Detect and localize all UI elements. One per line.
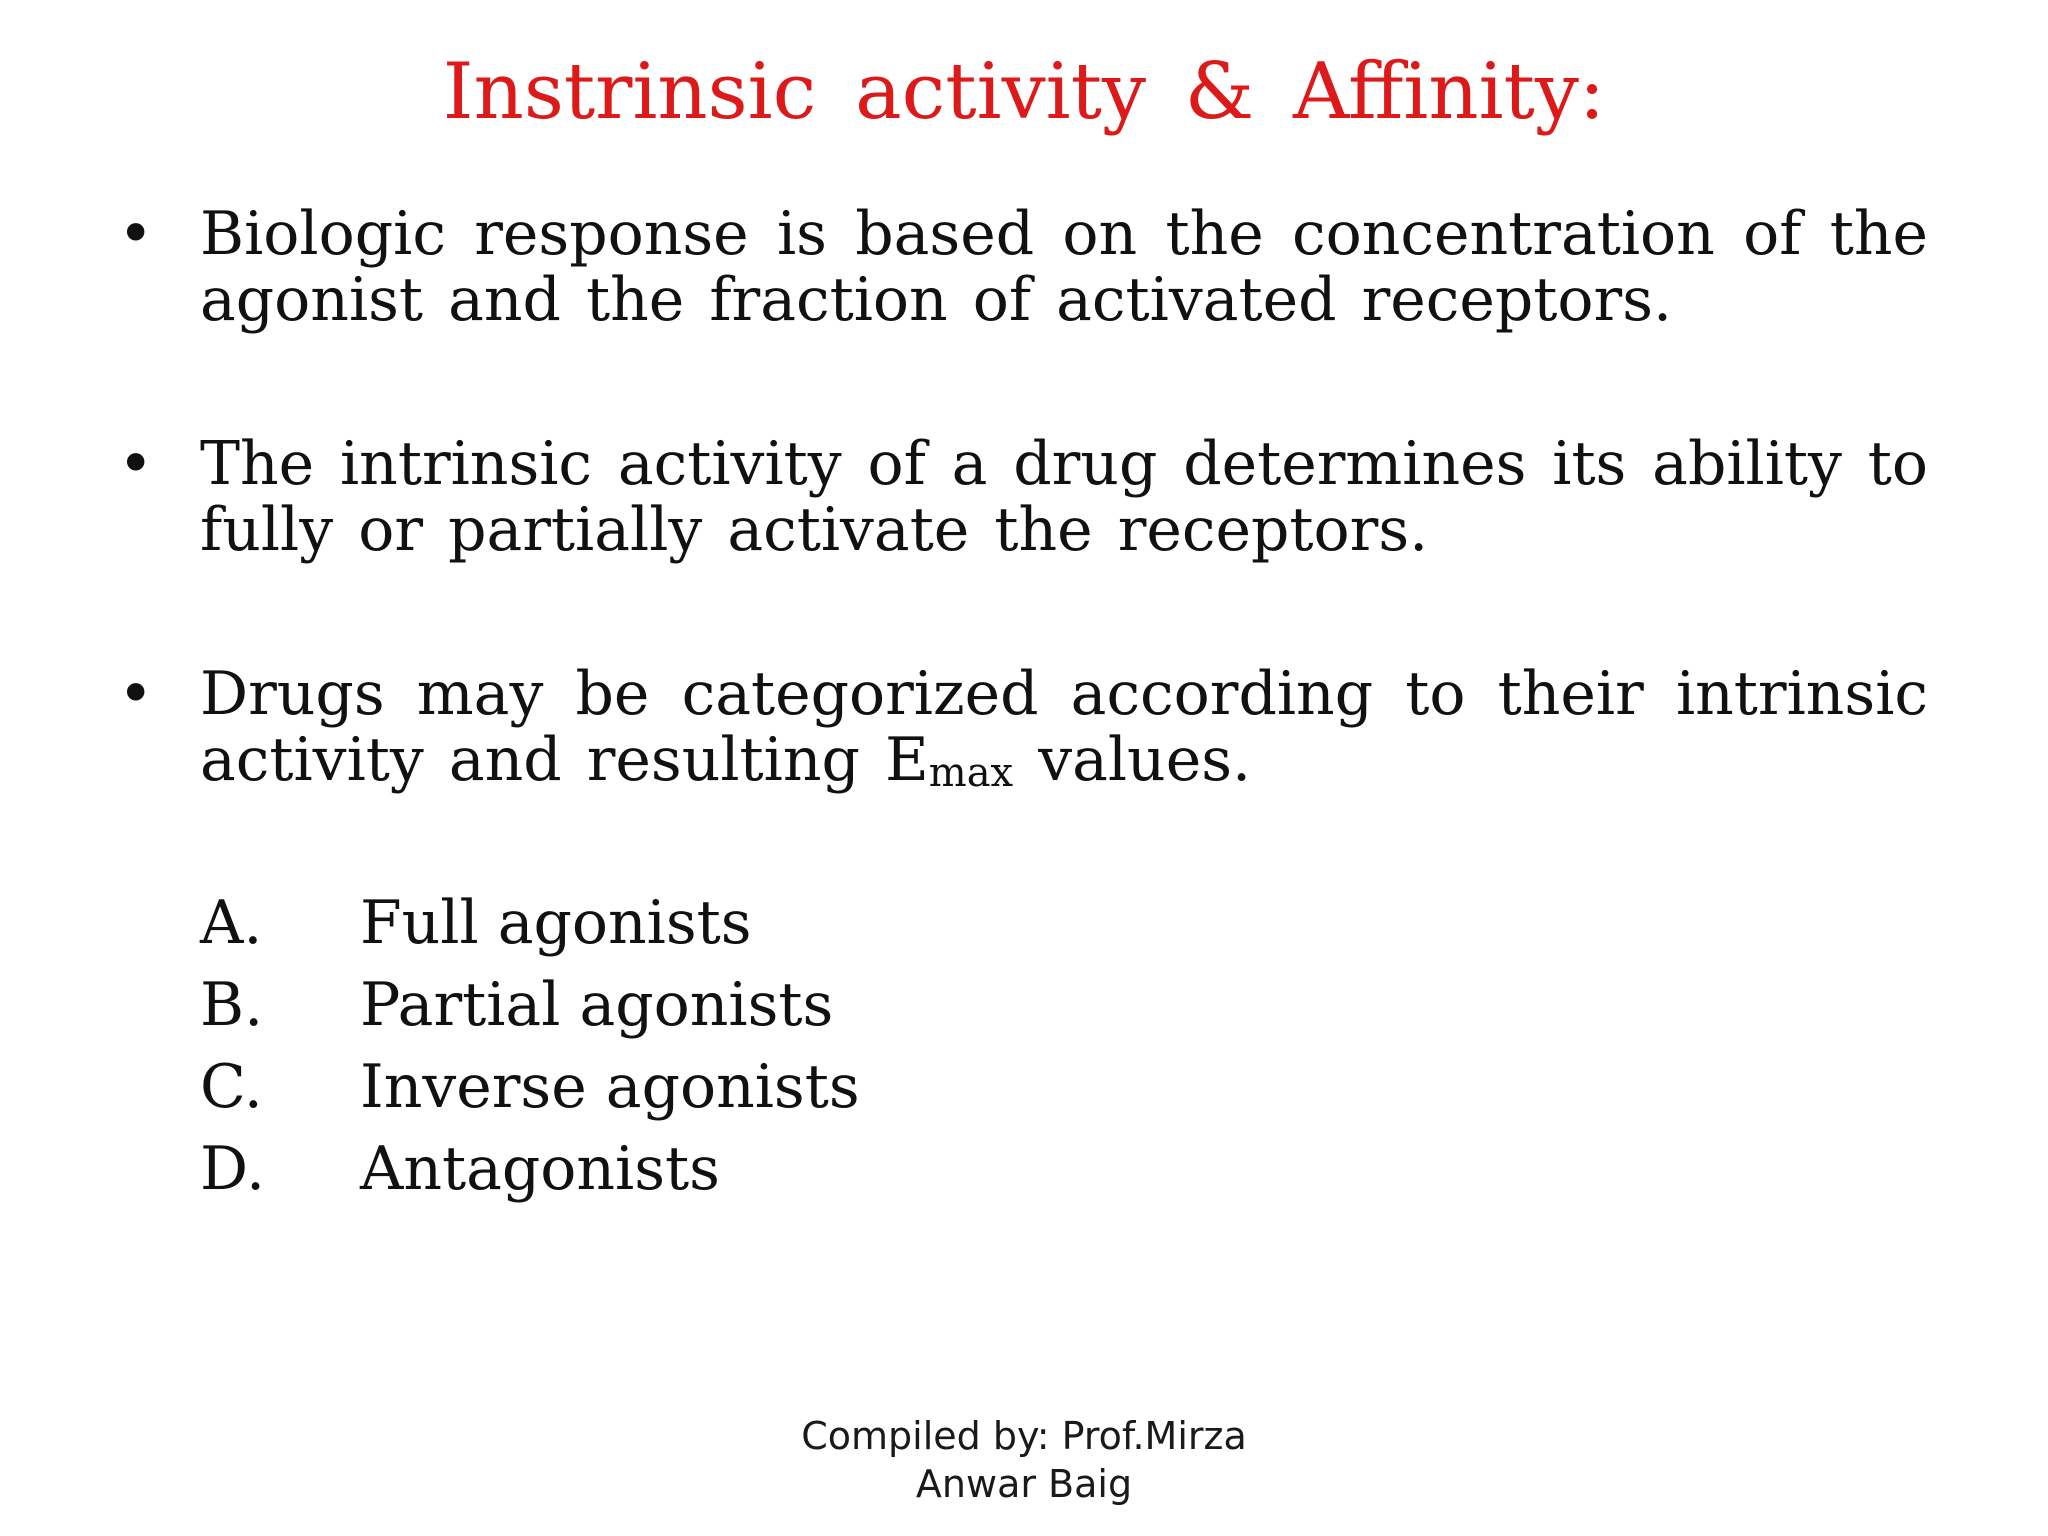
list-item-label: Partial agonists [360,970,834,1040]
list-marker: B. [200,970,264,1040]
emax-subscript: max [928,750,1014,796]
bullet-text: Biologic response is based on the concentration of the agonist and the fraction of activated receptors. [200,199,1928,335]
list-item [200,890,860,972]
footer-line-2: Anwar Baig [915,1462,1133,1506]
list-marker: C. [200,1052,263,1122]
list-item [200,1136,860,1218]
bullet-text-end: values. [1013,725,1252,795]
bullet-item [118,431,1928,563]
bullet-text: The intrinsic activity of a drug determines its ability to fully or partially activate the receptors. [200,429,1928,565]
bullet-marker: • [118,429,154,499]
bullet-text [200,659,1928,796]
bullet-item [118,659,1928,796]
list-item-label: Antagonists [360,1134,720,1204]
drug-category-list [200,890,860,1218]
bullet-marker: • [118,199,154,269]
list-item [200,1054,860,1136]
slide-title: Instrinsic activity & Affinity: [442,47,1606,137]
bullet-item [118,201,1928,333]
footer-line-1: Compiled by: Prof.Mirza [801,1414,1247,1458]
bullet-text-main: Drugs may be categorized according to their intrinsic activity and resulting E [200,659,1928,795]
list-marker: A. [200,888,263,958]
bullet-marker: • [118,659,154,729]
list-item-label: Inverse agonists [360,1052,860,1122]
list-item-label: Full agonists [360,888,752,958]
list-item [200,972,860,1054]
footer-credit [0,1412,2048,1508]
list-marker: D. [200,1134,266,1204]
